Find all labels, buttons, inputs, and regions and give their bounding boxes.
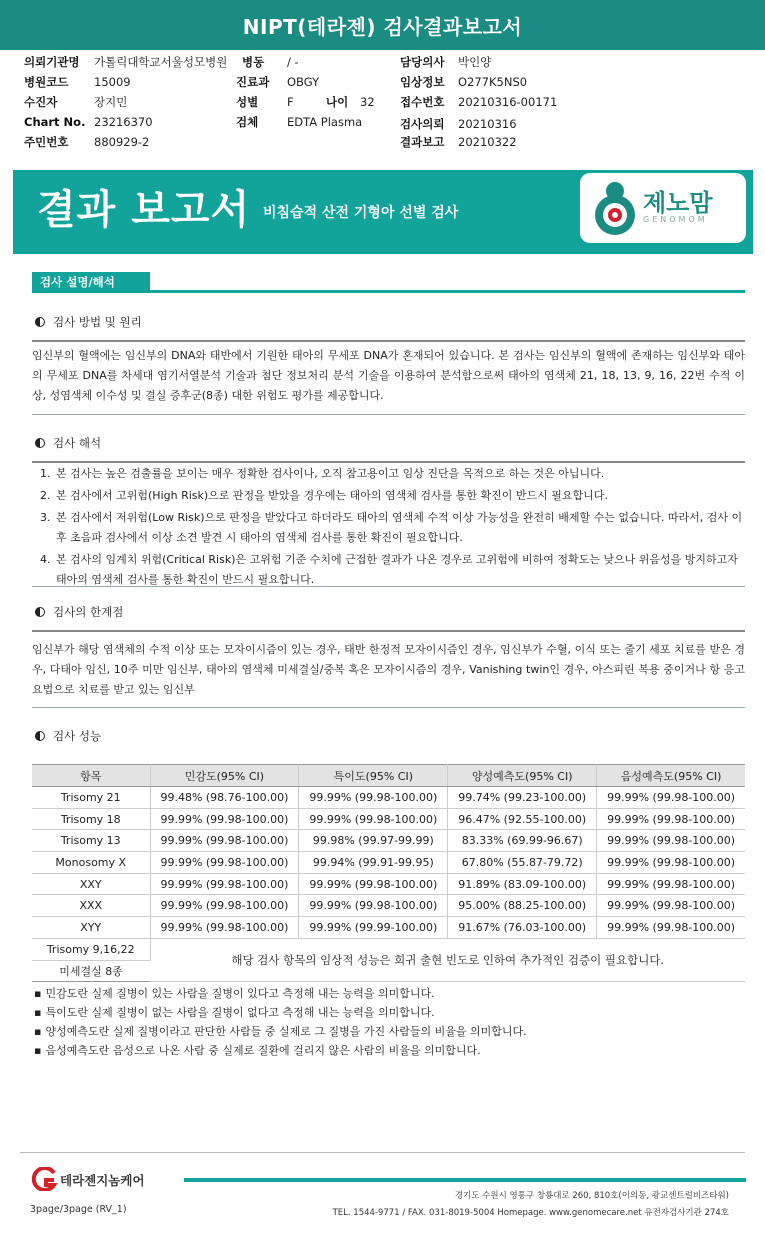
clinical-value: O277K5NS0 — [458, 75, 528, 89]
institution-value: 가톨릭대학교서울성모병원 — [94, 55, 228, 69]
table-row: XXY 99.99% (99.98-100.00) 99.99% (99.98-100.00) 91.89% (83.09-100.00) 99.99% (99.98-100.00) — [32, 873, 745, 895]
report-title: NIPT(테라젠) 검사결과보고서 — [0, 0, 765, 50]
half-circle-icon — [35, 731, 45, 741]
extra-note: 해당 검사 항목의 임상적 성능은 희귀 출현 빈도로 인하여 추가적인 검증이 필요합니다. — [150, 938, 745, 981]
footer-address — [333, 1188, 729, 1222]
logo-korean-text: 제노맘 — [643, 189, 713, 217]
address-line: 경기도 수원시 영통구 창룡대로 260, 810호(이의동, 광교센트럴비즈타워) — [454, 1191, 729, 1201]
footer-divider — [20, 1152, 745, 1153]
footer-logo — [28, 1167, 145, 1193]
limit-heading — [35, 603, 123, 621]
table-row: Monosomy X 99.99% (99.98-100.00) 99.94% (99.91-99.95) 67.80% (55.87-79.72) 99.99% (99.98-100.00) — [32, 852, 745, 874]
col-header: 항목 — [32, 765, 150, 787]
section-tab: 검사 설명/해석 — [32, 272, 150, 292]
footer-accent-bar — [184, 1178, 746, 1182]
hospital-code-label: 병원코드 — [24, 75, 69, 89]
divider — [32, 340, 745, 342]
limit-text: 임신부가 해당 염색체의 수적 이상 또는 모자이시즘이 있는 경우, 태반 한정적 모자이시즘인 경우, 임신부가 수혈, 이식 또는 줄기 세포 치료를 받은 경우, 다태아 임신, 10주 미만 임신부, 태아의 염색체 미세결실/중복 혹은 모자이시즘의 경우, Vanishing twin인 경우, 아스피린 복용 중이거나 항 응고 요법으로 치료를 받고 있는 임신부 — [32, 643, 745, 696]
half-circle-icon — [35, 438, 45, 448]
perf-title: 검사 성능 — [53, 729, 102, 743]
ward-value: / - — [287, 55, 299, 69]
logo-english-text: GENOMOM — [643, 215, 708, 224]
definition-item: ▪ 민감도란 실제 질병이 있는 사람을 질병이 있다고 측정해 내는 능력을 의미합니다. — [34, 984, 744, 1003]
list-item: 2. 본 검사에서 고위험(High Risk)으로 판정을 받았을 경우에는 태아의 염색체 검사를 통한 확진이 반드시 필요합니다. — [40, 489, 608, 502]
divider — [32, 630, 745, 632]
doctor-value: 박인양 — [458, 55, 492, 69]
report-date-value: 20210322 — [458, 135, 517, 149]
col-header: 양성예측도(95% CI) — [448, 765, 597, 787]
specimen-label: 검체 — [236, 115, 259, 129]
definitions-list — [34, 984, 744, 1060]
divider — [32, 586, 745, 587]
definition-item: ▪ 특이도란 실제 질병이 없는 사람을 질병이 없다고 측정해 내는 능력을 의미합니다. — [34, 1003, 744, 1022]
table-row: XYY 99.99% (99.98-100.00) 99.99% (99.99-100.00) 91.67% (76.03-100.00) 99.99% (99.98-100.00) — [32, 917, 745, 939]
genomom-logo — [580, 173, 746, 243]
request-value: 20210316 — [458, 117, 517, 131]
list-item: 3. 본 검사에서 저위험(Low Risk)으로 판정을 받았다고 하더라도 태아의 염색체 수적 이상 가능성을 완전히 배제할 수는 없습니다. 따라서, 검사 이후 초음파 검사에서 이상 소견 발견 시 태아의 염색체 검사를 통한 확진이 필요합니다. — [40, 511, 743, 544]
page-number: 3page/3page (RV_1) — [30, 1204, 127, 1215]
specimen-value: EDTA Plasma — [287, 115, 363, 129]
half-circle-icon — [35, 317, 45, 327]
method-title: 검사 방법 및 원리 — [53, 315, 142, 329]
method-text: 임신부의 혈액에는 임신부의 DNA와 태반에서 기원한 태아의 무세포 DNA가 혼재되어 있습니다. 본 검사는 임신부의 혈액에 존재하는 임신부와 태아의 무세포 DNA를 차세대 염기서열분석 기술과 첨단 정보처리 분석 기술을 이용하여 분석함으로써 태아의 염색체 21, 18, 13, 9, 16, 22번 수적 이상, 성염색체 이수성 및 결실 증후군(8종) 대한 위험도 평가를 제공합니다. — [32, 349, 745, 402]
divider — [32, 461, 745, 463]
chart-no-value: 23216370 — [94, 115, 153, 129]
interpretation-list — [40, 464, 745, 592]
receipt-label: 접수번호 — [400, 95, 445, 109]
table-row — [32, 938, 745, 960]
chart-no-label: Chart No. — [24, 115, 86, 129]
banner-subtitle: 비침습적 산전 기형아 선별 검사 — [263, 205, 459, 221]
doctor-label: 담당의사 — [400, 55, 445, 69]
definition-item: ▪ 양성예측도란 실제 질병이라고 판단한 사람들 중 실제로 그 질병을 가진 사람들의 비율을 의미합니다. — [34, 1022, 744, 1041]
divider — [32, 707, 745, 708]
ward-label: 병동 — [242, 55, 265, 69]
extra-item-microdeletion: 미세결실 8종 — [32, 960, 150, 982]
divider — [32, 414, 745, 415]
genomom-logo-icon — [590, 179, 640, 237]
limit-title: 검사의 한계점 — [53, 605, 124, 619]
table-row: XXX 99.99% (99.98-100.00) 99.99% (99.98-100.00) 95.00% (88.25-100.00) 99.99% (99.98-100.00) — [32, 895, 745, 917]
age-value: 32 — [360, 95, 375, 109]
patient-info — [24, 52, 744, 152]
institution-label: 의뢰기관명 — [24, 55, 80, 69]
banner-title: 결과 보고서 — [37, 187, 251, 233]
result-banner — [13, 170, 753, 254]
col-header: 특이도(95% CI) — [299, 765, 448, 787]
hospital-code-value: 15009 — [94, 75, 131, 89]
table-row: Trisomy 18 99.99% (99.98-100.00) 99.99% (99.98-100.00) 96.47% (92.55-100.00) 99.99% (99.98-100.00) — [32, 808, 745, 830]
definition-item: ▪ 음성예측도란 음성으로 나온 사람 중 실제로 질환에 걸리지 않은 사람의 비율을 의미합니다. — [34, 1041, 744, 1060]
interp-heading — [35, 434, 101, 452]
sex-label: 성별 — [236, 95, 259, 109]
request-label: 검사의뢰 — [400, 117, 445, 131]
theragen-logo-icon — [28, 1167, 58, 1191]
method-heading — [35, 313, 142, 331]
report-date-label: 결과보고 — [400, 135, 445, 149]
receipt-value: 20210316-00171 — [458, 95, 558, 109]
patient-name-value: 장지민 — [94, 95, 128, 109]
age-label: 나이 — [326, 95, 349, 109]
table-row: Trisomy 13 99.99% (99.98-100.00) 99.98% (99.97-99.99) 83.33% (69.99-96.67) 99.99% (99.98-100.00) — [32, 830, 745, 852]
patient-name-label: 수진자 — [24, 95, 58, 109]
id-label: 주민번호 — [24, 135, 69, 149]
list-item: 4. 본 검사의 임계치 위험(Critical Risk)은 고위험 기준 수치에 근접한 결과가 나온 경우로 고위험에 비하여 정확도는 낮으나 위음성을 방지하고자 태아의 염색체 검사를 통한 확진이 반드시 필요합니다. — [40, 553, 738, 586]
section-divider — [32, 290, 745, 293]
performance-table — [32, 764, 745, 982]
table-header-row — [32, 765, 745, 787]
contact-line: TEL. 1544-9771 / FAX. 031-8019-5004 Homepage. www.genomecare.net 유전자검사기관 274호 — [332, 1208, 729, 1218]
footer-brand: 테라젠지놈케어 — [60, 1173, 145, 1188]
table-row: Trisomy 21 99.48% (98.76-100.00) 99.99% (99.98-100.00) 99.74% (99.23-100.00) 99.99% (99.98-100.00) — [32, 787, 745, 809]
dept-label: 진료과 — [236, 75, 270, 89]
col-header: 민감도(95% CI) — [150, 765, 299, 787]
col-header: 음성예측도(95% CI) — [597, 765, 745, 787]
id-value: 880929-2 — [94, 135, 150, 149]
half-circle-icon — [35, 607, 45, 617]
perf-heading — [35, 727, 101, 745]
dept-value: OBGY — [287, 75, 320, 89]
interp-title: 검사 해석 — [53, 436, 102, 450]
sex-value: F — [287, 95, 294, 109]
clinical-label: 임상정보 — [400, 75, 445, 89]
extra-item-trisomy: Trisomy 9,16,22 — [32, 938, 150, 960]
list-item: 1. 본 검사는 높은 검출률을 보이는 매우 정확한 검사이나, 오직 참고용이고 임상 진단을 목적으로 하는 것은 아닙니다. — [40, 467, 605, 480]
